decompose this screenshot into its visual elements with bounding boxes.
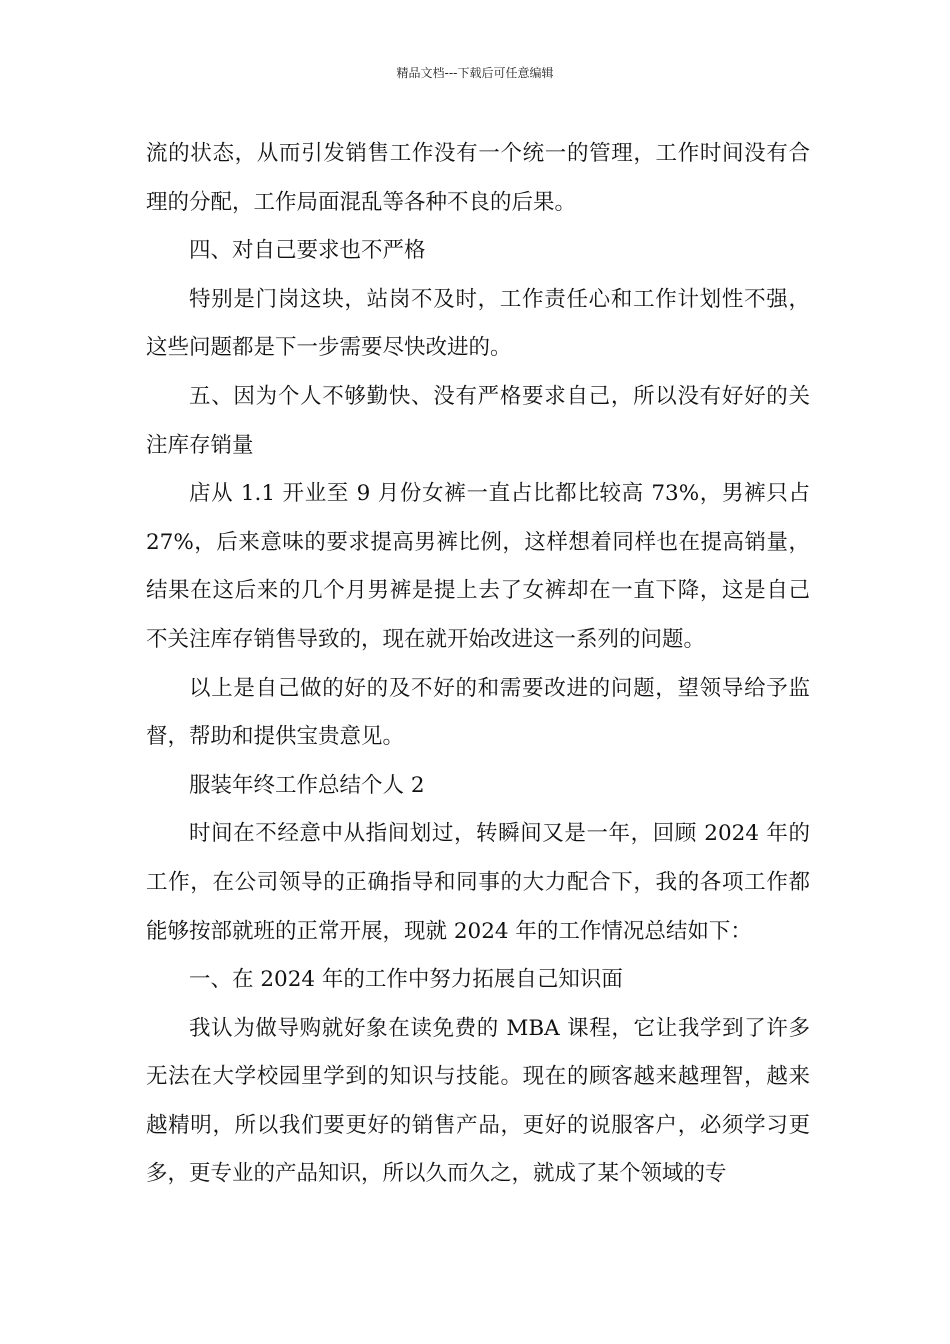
page-header: 精品文档---下载后可任意编辑 — [396, 66, 554, 80]
paragraph-continued: 流的状态，从而引发销售工作没有一个统一的管理，工作时间没有合理的分配，工作局面混乱等各种不良的后果。 — [146, 141, 810, 215]
paragraph: 以上是自己做的好的及不好的和需要改进的问题，望领导给予监督，帮助和提供宝贵意见。 — [146, 675, 810, 750]
paragraph: 特别是门岗这块，站岗不及时，工作责任心和工作计划性不强，这些问题都是下一步需要尽快改进的。 — [146, 286, 810, 361]
paragraph: 店从 1.1 开业至 9 月份女裤一直占比都比较高 73%，男裤只占 27%，后来意味的要求提高男裤比例，这样想着同样也在提高销量，结果在这后来的几个月男裤是提上去了女裤却在一直下降，这是自己不关注库存销售导致的，现在就开始改进这一系列的问题。 — [146, 481, 810, 652]
section-heading-4: 四、对自己要求也不严格 — [189, 238, 426, 264]
paragraph: 时间在不经意中从指间划过，转瞬间又是一年，回顾 2024 年的工作，在公司领导的正确指导和同事的大力配合下，我的各项工作都能够按部就班的正常开展，现就 2024 年的工作情况总结如下： — [146, 821, 810, 944]
section-heading-5: 五、因为个人不够勤快、没有严格要求自己，所以没有好好的关注库存销量 — [146, 383, 810, 458]
document-body — [146, 130, 810, 1199]
section-heading-1: 一、在 2024 年的工作中努力拓展自己知识面 — [189, 967, 623, 993]
paragraph: 我认为做导购就好象在读免费的 MBA 课程，它让我学到了许多无法在大学校园里学到的知识与技能。现在的顾客越来越理智，越来越精明，所以我们要更好的销售产品，更好的说服客户，必须学习更多，更专业的产品知识，所以久而久之，就成了某个领域的专 — [146, 1015, 810, 1187]
document-subtitle: 服装年终工作总结个人 2 — [189, 772, 425, 798]
